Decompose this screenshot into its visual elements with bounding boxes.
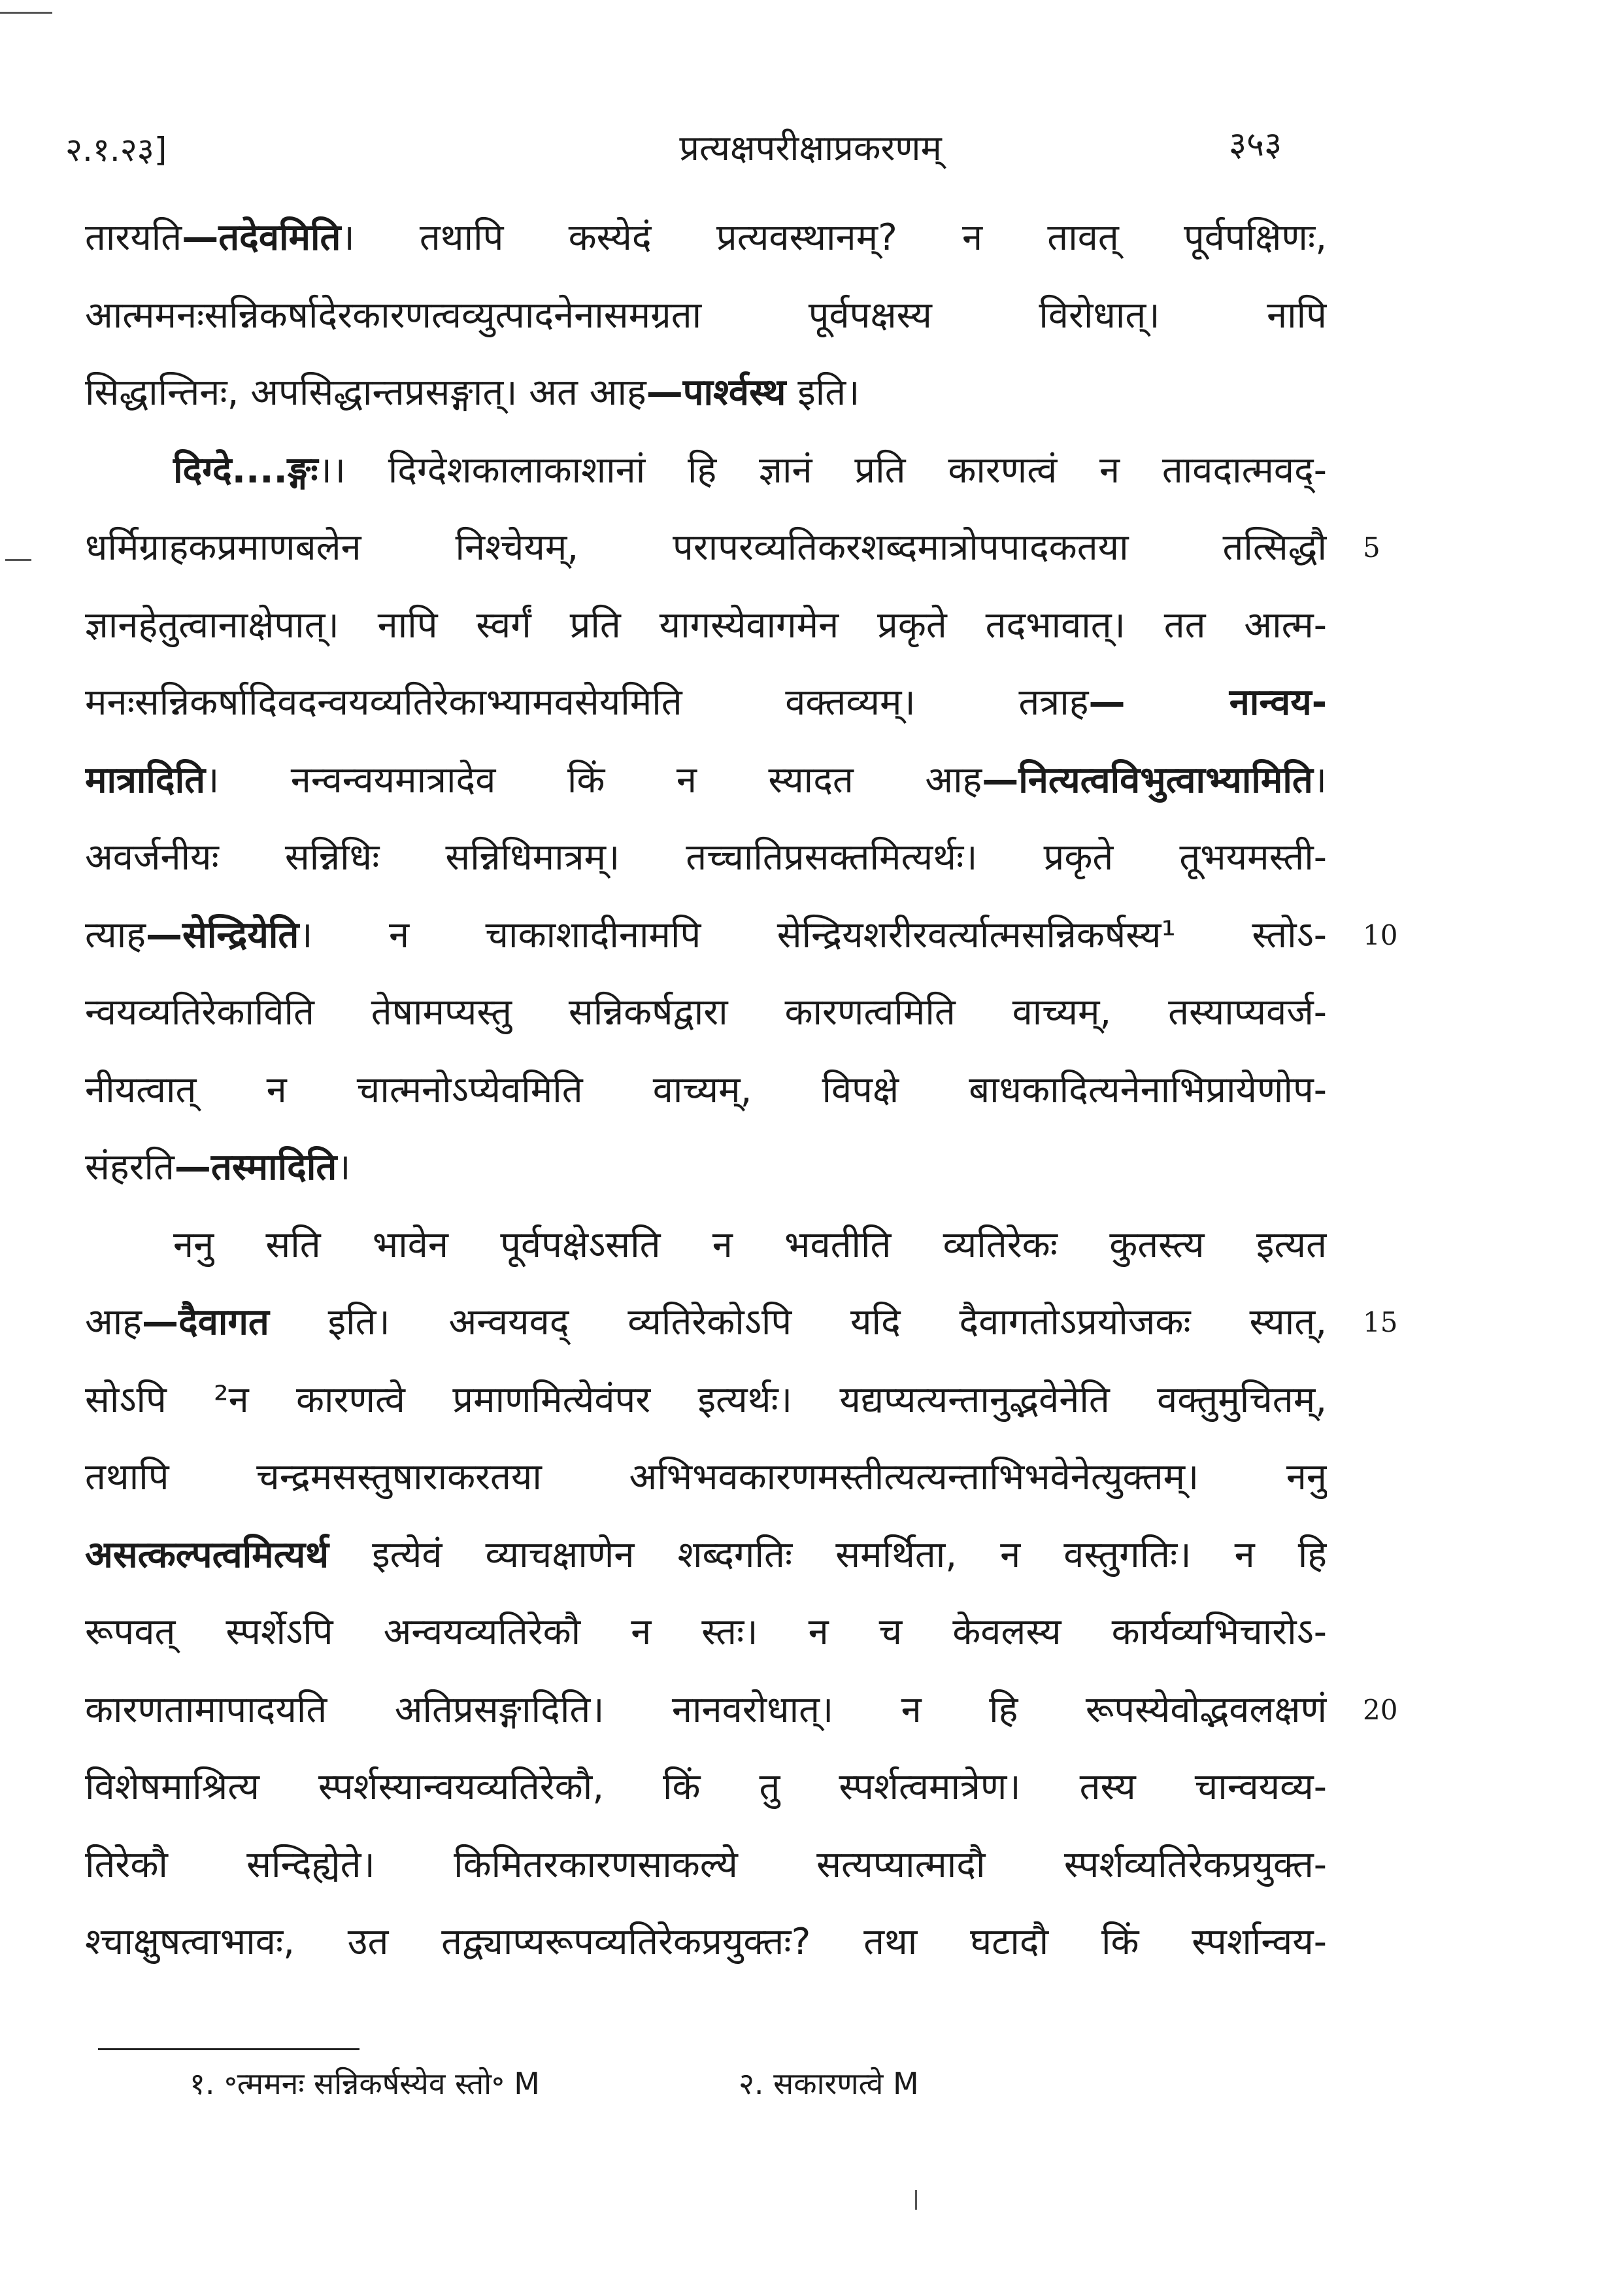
text-run: न्वयव्यतिरेकाविति तेषामप्यस्तु सन्निकर्षद्वारा कारणत्वमिति वाच्यम्, तस्याप्यवर्ज- xyxy=(85,991,1327,1034)
scan-mark-top-left xyxy=(0,12,52,14)
lemma-heading: मात्रादिति xyxy=(85,758,206,802)
text-run: ।। दिग्देशकालाकाशानां हि ज्ञानं प्रति कारणत्वं न तावदात्मवद्- xyxy=(318,448,1327,492)
text-run: विशेषमाश्रित्य स्पर्शस्यान्वयव्यतिरेकौ, किं तु स्पर्शत्वमात्रेण। तस्य चान्वयव्य- xyxy=(85,1766,1327,1808)
running-title: प्रत्यक्षपरीक्षाप्रकरणम् xyxy=(679,127,942,169)
text-run: इत्येवं व्याचक्षाणेन शब्दगतिः समर्थिता, न वस्तुगतिः। न हि xyxy=(329,1533,1327,1576)
text-line xyxy=(85,1827,1327,1904)
text-line xyxy=(85,354,1327,432)
text-line xyxy=(85,509,1327,587)
text-line xyxy=(85,1284,1327,1362)
text-run: । xyxy=(337,1146,351,1189)
text-line xyxy=(85,819,1327,897)
text-run: श्चाक्षुषत्वाभावः, उत तद्व्याप्यरूपव्यतिरेकप्रयुक्तः? तथा घटादौ किं स्पर्शान्वय- xyxy=(85,1921,1327,1963)
text-line xyxy=(85,1517,1327,1595)
text-line xyxy=(85,664,1327,742)
scan-mark-left xyxy=(5,559,31,561)
text-line xyxy=(85,1904,1327,1982)
text-run: । तथापि कस्येदं प्रत्यवस्थानम्? न तावत् पूर्वपक्षिणः, xyxy=(341,216,1327,259)
line-number: 20 xyxy=(1363,1693,1398,1726)
text-run: तथापि चन्द्रमसस्तुषाराकरतया अभिभवकारणमस्तीत्यत्यन्ताभिभवेनेत्युक्तम्। ननु xyxy=(85,1456,1327,1498)
text-line xyxy=(85,1207,1327,1285)
lemma-heading: —पार्श्वस्थ xyxy=(646,371,786,414)
text-line xyxy=(85,1672,1327,1749)
text-run: ननु सति भावेन पूर्वपक्षेऽसति न भवतीति व्यतिरेकः कुतस्त्य इत्यत xyxy=(173,1223,1327,1266)
text-line xyxy=(85,897,1327,975)
text-run: । xyxy=(1312,758,1327,802)
lemma-heading: दिग्दे....ङ्गः xyxy=(173,448,318,492)
page-header xyxy=(0,108,1621,167)
lemma-heading: — नान्वय- xyxy=(1088,681,1327,724)
text-line xyxy=(85,277,1327,355)
text-run: आह xyxy=(85,1301,142,1343)
text-run: इति। xyxy=(786,371,860,414)
text-run: रूपवत् स्पर्शेऽपि अन्वयव्यतिरेकौ न स्तः। न च केवलस्य कार्यव्यभिचारोऽ- xyxy=(85,1611,1327,1653)
line-number: 5 xyxy=(1363,532,1380,564)
text-run: तिरेकौ सन्दिह्येते। किमितरकारणसाकल्ये सत्यप्यात्मादौ स्पर्शव्यतिरेकप्रयुक्त- xyxy=(85,1843,1327,1886)
text-run: ज्ञानहेतुत्वानाक्षेपात्। नापि स्वर्गं प्रति यागस्येवागमेन प्रकृते तदभावात्। तत आत्म- xyxy=(85,603,1327,647)
text-run: अवर्जनीयः सन्निधिः सन्निधिमात्रम्। तच्चातिप्रसक्तमित्यर्थः। प्रकृते तूभयमस्ती- xyxy=(85,836,1327,879)
text-run: सिद्धान्तिनः, अपसिद्धान्तप्रसङ्गात्। अत आह xyxy=(85,371,646,414)
lemma-heading: असत्कल्पत्वमित्यर्थ xyxy=(85,1533,329,1576)
text-line xyxy=(85,1594,1327,1672)
text-line xyxy=(85,1129,1327,1207)
text-run: । न चाकाशादीनामपि सेन्द्रियशरीरवर्त्यात्मसन्निकर्षस्य¹ स्तोऽ- xyxy=(299,913,1327,956)
footnote-1: १. ॰त्ममनः सन्निकर्षस्येव स्तो॰ M xyxy=(190,2066,540,2101)
text-line xyxy=(85,432,1327,510)
text-line xyxy=(85,1052,1327,1130)
text-run: मनःसन्निकर्षादिवदन्वयव्यतिरेकाभ्यामवसेयमिति वक्तव्यम्। तत्राह xyxy=(85,681,1089,724)
footnote-rule xyxy=(98,2048,359,2050)
text-line xyxy=(85,199,1327,277)
lemma-heading: —दैवागत xyxy=(141,1301,269,1343)
text-run: । नन्वन्वयमात्रादेव किं न स्यादत आह xyxy=(205,758,982,802)
text-line xyxy=(85,1749,1327,1827)
text-run: धर्मिग्राहकप्रमाणबलेन निश्चेयम्, परापरव्यतिकरशब्दमात्रोपपादकतया तत्सिद्धौ xyxy=(85,526,1327,569)
text-run: इति। अन्वयवद् व्यतिरेकोऽपि यदि दैवागतोऽप्रयोजकः स्यात्, xyxy=(269,1301,1327,1343)
line-number: 10 xyxy=(1363,919,1398,951)
text-run: सोऽपि ²न कारणत्वे प्रमाणमित्येवंपर इत्यर्थः। यद्यप्यत्यन्तानुद्भवेनेति वक्तुमुचितम्, xyxy=(85,1378,1327,1421)
text-run: त्याह xyxy=(85,913,146,956)
text-run: तारयति xyxy=(85,216,182,259)
page-number: ३५३ xyxy=(1229,125,1282,164)
footnotes xyxy=(0,2063,1621,2115)
lemma-heading: —तस्मादिति xyxy=(174,1146,337,1189)
lemma-heading: —सेन्द्रियेति xyxy=(145,913,299,956)
lemma-heading: —नित्यत्वविभुत्वाभ्यामिति xyxy=(982,758,1313,802)
text-line xyxy=(85,1362,1327,1440)
text-run: संहरति xyxy=(85,1146,175,1189)
text-line xyxy=(85,1439,1327,1517)
footnote-2: २. सकारणत्वे M xyxy=(739,2066,919,2101)
text-line xyxy=(85,974,1327,1052)
text-run: आत्ममनःसन्निकर्षादेरकारणत्वव्युत्पादनेनासमग्रता पूर्वपक्षस्य विरोधात्। नापि xyxy=(85,294,1327,337)
text-run: नीयत्वात् न चात्मनोऽप्येवमिति वाच्यम्, विपक्षे बाधकादित्यनेनाभिप्रायेणोप- xyxy=(85,1068,1327,1111)
body-text xyxy=(85,199,1327,1982)
lemma-heading: —तदेवमिति xyxy=(182,216,341,259)
section-number: २.१.२३] xyxy=(65,131,167,169)
text-run: कारणतामापादयति अतिप्रसङ्गादिति। नानवरोधात्। न हि रूपस्येवोद्भवलक्षणं xyxy=(85,1688,1327,1731)
scan-mark-bottom xyxy=(915,2190,917,2210)
line-number: 15 xyxy=(1363,1306,1398,1338)
text-line xyxy=(85,587,1327,665)
text-line xyxy=(85,742,1327,820)
